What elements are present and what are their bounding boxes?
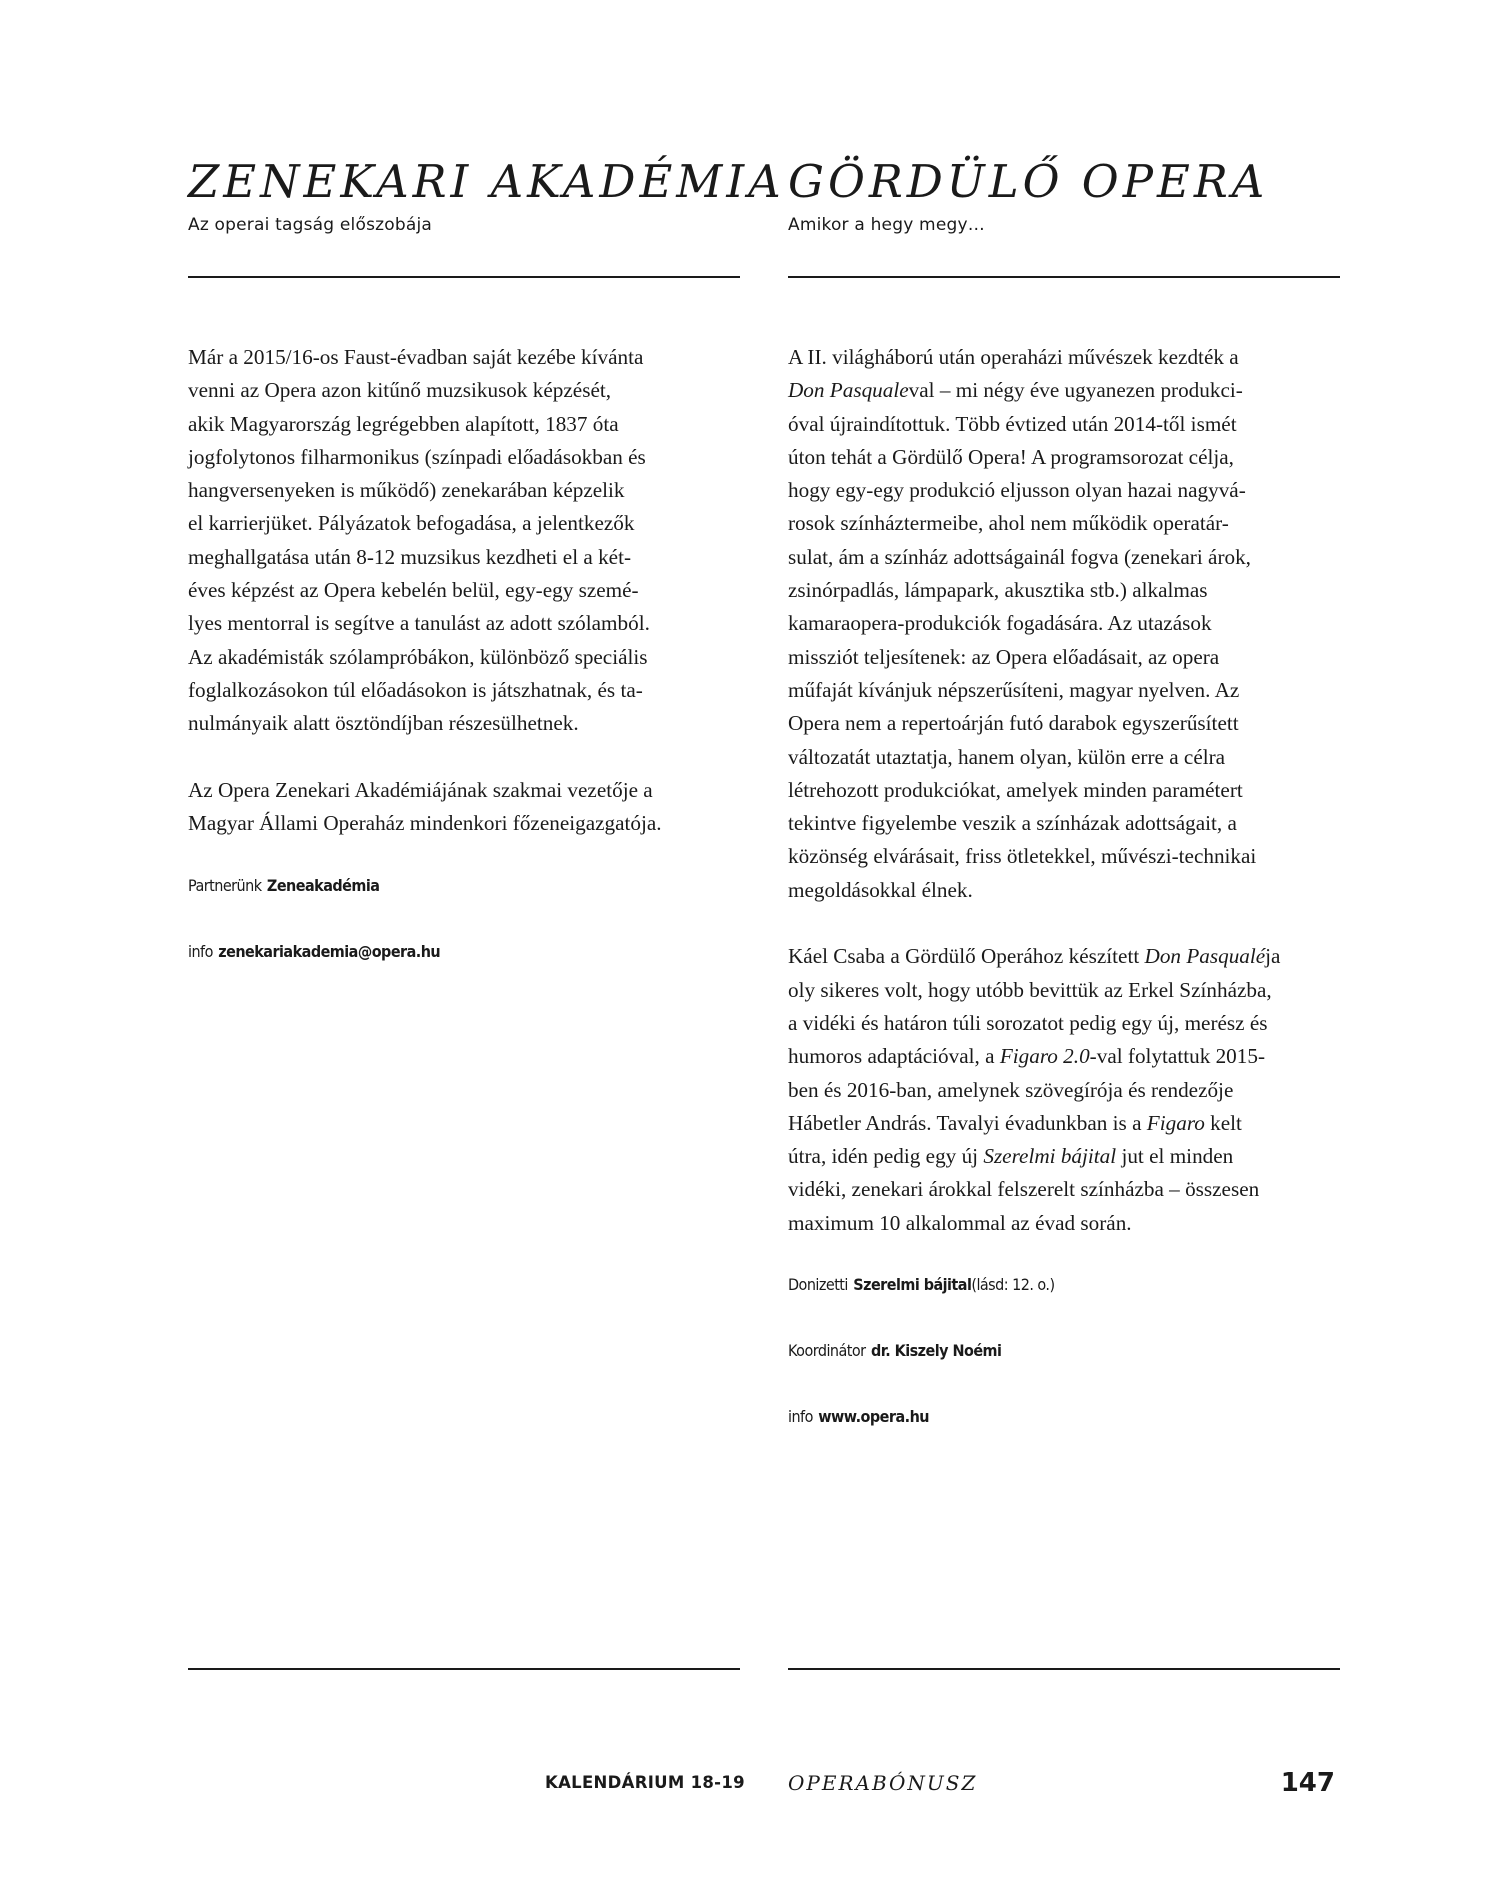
text-line: meghallgatása után 8-12 muzsikus kezdheti el a két-	[188, 544, 632, 569]
text-line: éves képzést az Opera kebelén belül, egy-egy szemé-	[188, 578, 639, 603]
text-line: Már a 2015/16-os Faust-évadban saját kezébe kívánta	[188, 345, 644, 369]
text-line: A II. világháború után operaházi művészek kezdték a	[788, 345, 1239, 369]
composer-label: Donizetti	[788, 1275, 848, 1295]
italic-title: Figaro	[1146, 1110, 1205, 1135]
text-line: óval újraindítottuk. Több évtized után 2014-től ismét	[788, 411, 1237, 436]
text-line: hangversenyeken is működő) zenekarában képzelik	[188, 478, 625, 503]
production-title: Szerelmi bájital	[853, 1275, 972, 1295]
divider-top	[188, 276, 740, 278]
section-body	[788, 341, 1348, 1429]
text-line: közönség elvárásait, friss ötletekkel, művészi-technikai	[788, 844, 1257, 869]
text-fragment: kelt	[1204, 1110, 1242, 1135]
text-line: ben és 2016-ban, amelynek szövegírója és rendezője	[788, 1077, 1234, 1102]
text-line: hogy egy-egy produkció eljusson olyan hazai nagyvá-	[788, 478, 1246, 503]
text-line: foglalkozásokon túl előadásokon is játszhatnak, és ta-	[188, 677, 643, 702]
info-label: info	[188, 941, 213, 961]
coordinator-name: dr. Kiszely Noémi	[870, 1341, 1002, 1361]
info-line	[188, 940, 692, 964]
text-line: missziót teljesítenek: az Opera előadásait, az opera	[788, 644, 1220, 669]
divider-bottom	[788, 1668, 1340, 1670]
text-line	[788, 1140, 1348, 1173]
production-line	[788, 1273, 1292, 1297]
text-line	[788, 940, 1348, 973]
text-line: Az akadémisták szólampróbákon, különböző speciális	[188, 644, 648, 669]
text-line	[788, 374, 1348, 407]
section-title: ZENEKARI AKADÉMIA	[188, 155, 785, 208]
paragraph	[188, 341, 748, 741]
text-line: műfaját kívánjuk népszerűsíteni, magyar nyelven. Az	[788, 677, 1240, 702]
text-fragment: Hábetler András. Tavalyi évadunkban is a	[788, 1110, 1147, 1135]
text-line: Opera nem a repertoárján futó darabok egyszerűsített	[788, 711, 1239, 736]
text-fragment: Káel Csaba a Gördülő Operához készített	[788, 944, 1145, 969]
text-line: a vidéki és határon túli sorozatot pedig egy új, merész és	[788, 1010, 1268, 1035]
text-line: zsinórpadlás, lámpapark, akusztika stb.) alkalmas	[788, 578, 1208, 603]
paragraph	[188, 774, 748, 841]
page-footer	[0, 1766, 1497, 1800]
page-reference: (lásd: 12. o.)	[971, 1275, 1055, 1295]
footer-publication: KALENDÁRIUM 18-19	[545, 1773, 745, 1792]
paragraph	[788, 341, 1348, 907]
coordinator-label: Koordinátor	[788, 1341, 866, 1361]
coordinator-line	[788, 1339, 1292, 1363]
text-fragment: jut el minden	[1116, 1144, 1234, 1169]
text-line	[788, 1040, 1348, 1073]
info-line	[788, 1405, 1292, 1429]
italic-title: Figaro 2.0	[999, 1044, 1090, 1069]
text-fragment: val – mi négy éve ugyanezen produkci-	[908, 378, 1243, 403]
text-line: nulmányaik alatt ösztöndíjban részesülhetnek.	[188, 711, 579, 736]
text-line: megoldásokkal élnek.	[788, 877, 973, 902]
italic-title: Szerelmi bájital	[983, 1144, 1117, 1169]
divider-bottom	[188, 1668, 740, 1670]
text-line: oly sikeres volt, hogy utóbb bevittük az Erkel Színházba,	[788, 977, 1272, 1002]
footer-section: OPERABÓNUSZ	[788, 1771, 978, 1795]
section-subtitle: Az operai tagság előszobája	[188, 215, 432, 235]
text-fragment: ja	[1265, 944, 1281, 969]
text-line: tekintve figyelembe veszik a színházak adottságait, a	[788, 811, 1237, 836]
divider-top	[788, 276, 1340, 278]
text-line: akik Magyarország legrégebben alapított, 1837 óta	[188, 411, 619, 436]
text-line: létrehozott produkciókat, amelyek minden paramétert	[788, 777, 1243, 802]
italic-title: Don Pasquale	[788, 378, 909, 403]
partner-line	[188, 874, 692, 898]
section-subtitle: Amikor a hegy megy…	[788, 215, 985, 235]
text-line: kamaraopera-produkciók fogadására. Az utazások	[788, 611, 1212, 636]
partner-value: Zeneakadémia	[266, 875, 380, 895]
text-line: úton tehát a Gördülő Opera! A programsorozat célja,	[788, 444, 1234, 469]
text-line: lyes mentorral is segítve a tanulást az adott szólamból.	[188, 611, 650, 636]
text-fragment: -val folytattuk 2015-	[1089, 1044, 1266, 1069]
text-line: vidéki, zenekari árokkal felszerelt színházba – összesen	[788, 1177, 1260, 1202]
text-fragment: útra, idén pedig egy új	[788, 1144, 984, 1169]
text-line: Magyar Állami Operaház mindenkori főzeneigazgatója.	[188, 811, 662, 836]
italic-title: Don Pasqualé	[1144, 944, 1266, 969]
text-line: rosok színháztermeibe, ahol nem működik operatár-	[788, 511, 1229, 536]
text-fragment: humoros adaptációval, a	[788, 1044, 1000, 1069]
text-line: venni az Opera azon kitűnő muzsikusok képzését,	[188, 378, 612, 403]
text-line: jogfolytonos filharmonikus (színpadi előadásokban és	[188, 444, 646, 469]
website-link[interactable]: www.opera.hu	[818, 1407, 929, 1427]
page-number: 147	[1280, 1768, 1335, 1798]
text-line: sulat, ám a színház adottságainál fogva (zenekari árok,	[788, 544, 1251, 569]
text-line: Az Opera Zenekari Akadémiájának szakmai vezetője a	[188, 777, 653, 802]
text-line: el karrierjüket. Pályázatok befogadása, a jelentkezők	[188, 511, 635, 536]
paragraph	[788, 940, 1348, 1240]
info-label: info	[788, 1407, 813, 1427]
info-email-link[interactable]: zenekariakademia@opera.hu	[218, 941, 441, 961]
section-title: GÖRDÜLŐ OPERA	[788, 155, 1269, 208]
text-line: változatát utaztatja, hanem olyan, külön erre a célra	[788, 744, 1226, 769]
section-body	[188, 341, 748, 964]
partner-label: Partnerünk	[188, 875, 262, 895]
text-line: maximum 10 alkalommal az évad során.	[788, 1210, 1132, 1235]
text-line	[788, 1107, 1348, 1140]
